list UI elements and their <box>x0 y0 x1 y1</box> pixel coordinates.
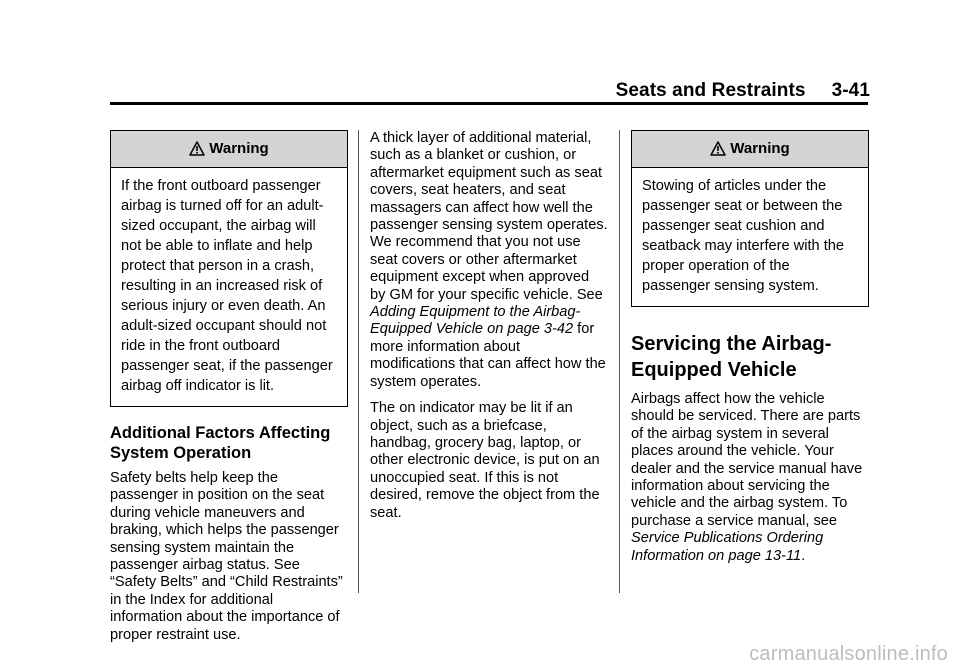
warning-text: If the front outboard passenger airbag is turned off for an adult-sized occupant, the airbag will not be able to inflate and help protect that person in a crash, resulting in an increased risk of serious injury or even death. An adult-sized occupant should not ride in the front outboard passenger seat, if the passenger airbag off indicator is lit. <box>121 178 333 394</box>
paragraph-text: Airbags affect how the vehicle should be serviced. There are parts of the airbag system in several places around the vehicle. Your dealer and the service manual have information about servicing the vehicle and the airbag system. To purchase a service manual, see <box>631 391 863 529</box>
column-divider <box>358 130 359 593</box>
warning-triangle-icon <box>189 134 205 170</box>
warning-title: Warning <box>209 140 269 157</box>
paragraph-text: for more information about modifications that can affect how the system operates. <box>370 321 606 390</box>
cross-reference: Service Publications Ordering Information on page 13-11 <box>631 530 824 564</box>
warning-header <box>111 131 347 168</box>
page-header <box>0 80 870 102</box>
section-heading: Servicing the Airbag-Equipped Vehicle <box>631 333 832 381</box>
body-paragraph <box>370 130 608 391</box>
body-paragraph: The on indicator may be lit if an object, such as a briefcase, handbag, grocery bag, laptop, or other electronic device, is put on an unoccupied seat. If this is not desired, remove the object from the seat. <box>370 400 600 521</box>
column-left <box>110 130 348 653</box>
page-number: 3-41 <box>831 80 870 101</box>
header-rule <box>110 102 868 105</box>
column-middle <box>370 130 608 531</box>
warning-box <box>110 130 348 407</box>
body-paragraph: Safety belts help keep the passenger in position on the seat during vehicle maneuvers and braking, which helps the passenger sensing system maintain the passenger airbag status. See “Safety Belts” and “Child Restraints” in the Index for additional information about the importance of proper restraint use. <box>110 470 343 643</box>
column-right <box>631 130 869 574</box>
warning-header <box>632 131 868 168</box>
warning-text: Stowing of articles under the passenger seat or between the passenger seat cushion and seatback may interfere with the proper operation of the passenger sensing system. <box>642 178 844 294</box>
warning-title: Warning <box>730 140 790 157</box>
paragraph-text: . <box>801 547 806 564</box>
column-divider <box>619 130 620 593</box>
warning-triangle-icon <box>710 134 726 170</box>
section-heading: Additional Factors Affecting System Operation <box>110 424 331 462</box>
body-paragraph <box>631 391 869 565</box>
paragraph-text: A thick layer of additional material, such as a blanket or cushion, or aftermarket equipment such as seat covers, seat heaters, and seat massagers can affect how well the passenger sensing system operates. We recommend that you not use seat covers or other aftermarket equipment except when approved by GM for your specific vehicle. See <box>370 130 608 303</box>
watermark: carmanualsonline.info <box>749 643 948 665</box>
warning-box <box>631 130 869 307</box>
section-title: Seats and Restraints <box>615 80 806 101</box>
cross-reference: Adding Equipment to the Airbag-Equipped Vehicle on page 3-42 <box>370 304 581 338</box>
